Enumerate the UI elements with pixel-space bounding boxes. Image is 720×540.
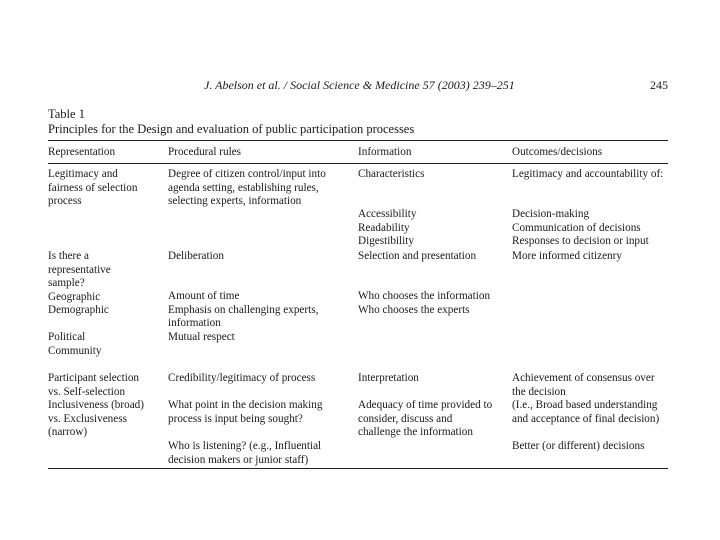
cell-line: process bbox=[48, 195, 82, 208]
cell-line: More informed citizenry bbox=[512, 250, 622, 262]
cell-line: Demographic bbox=[48, 304, 109, 317]
cell-line: process is input being sought? bbox=[168, 412, 303, 425]
column-header-information: Information bbox=[358, 146, 412, 158]
cell-line: the decision bbox=[512, 385, 566, 398]
cell-line: agenda setting, establishing rules, bbox=[168, 181, 319, 194]
journal-citation: J. Abelson et al. / Social Science & Medicine 57 (2003) 239–251 bbox=[204, 78, 515, 92]
outcomes-cell-legitimacy bbox=[512, 168, 663, 182]
outcomes-cell-consensus bbox=[512, 372, 655, 399]
cell-line: sample? bbox=[48, 277, 85, 290]
cell-line: Deliberation bbox=[168, 250, 224, 262]
procedural-cell-deliberation bbox=[168, 250, 224, 264]
cell-line: selecting experts, information bbox=[168, 195, 302, 208]
cell-line: vs. Exclusiveness bbox=[48, 412, 127, 425]
table-header-rule bbox=[48, 163, 668, 164]
cell-line: Who chooses the experts bbox=[358, 303, 470, 316]
cell-line: fairness of selection bbox=[48, 181, 138, 194]
cell-line: Community bbox=[48, 344, 102, 357]
column-header-representation: Representation bbox=[48, 146, 116, 158]
cell-line: Digestibility bbox=[358, 235, 414, 248]
column-header-procedural-rules: Procedural rules bbox=[168, 146, 242, 158]
representation-cell-sample bbox=[48, 250, 111, 318]
cell-line: What point in the decision making bbox=[168, 399, 323, 411]
information-cell-characteristics bbox=[358, 168, 424, 182]
information-cell-accessibility bbox=[358, 208, 416, 249]
cell-line: information bbox=[168, 317, 221, 330]
procedural-cell-time bbox=[168, 290, 318, 344]
cell-line: Better (or different) decisions bbox=[512, 440, 645, 452]
procedural-cell-credibility bbox=[168, 372, 315, 386]
cell-line: Who chooses the information bbox=[358, 290, 491, 302]
information-cell-who-chooses bbox=[358, 290, 490, 317]
outcomes-cell-better-decisions bbox=[512, 440, 644, 454]
representation-cell-legitimacy bbox=[48, 168, 137, 209]
table-title: Principles for the Design and evaluation of public participation processes bbox=[48, 122, 415, 136]
representation-cell-political bbox=[48, 331, 101, 358]
cell-line: Responses to decision or input bbox=[512, 235, 649, 248]
column-header-outcomes: Outcomes/decisions bbox=[512, 146, 603, 158]
outcomes-cell-citizenry bbox=[512, 250, 622, 264]
cell-line: Characteristics bbox=[358, 168, 425, 180]
table-label: Table 1 bbox=[48, 107, 85, 121]
cell-line: Readability bbox=[358, 221, 410, 234]
cell-line: vs. Self-selection bbox=[48, 385, 126, 398]
cell-line: and acceptance of final decision) bbox=[512, 412, 660, 425]
information-cell-selection bbox=[358, 250, 476, 264]
cell-line: Credibility/legitimacy of process bbox=[168, 372, 316, 384]
cell-line: Inclusiveness (broad) bbox=[48, 399, 144, 412]
cell-line: Adequacy of time provided to bbox=[358, 399, 493, 411]
cell-line: Achievement of consensus over bbox=[512, 372, 655, 384]
cell-line: decision makers or junior staff) bbox=[168, 453, 309, 466]
outcomes-cell-understanding bbox=[512, 399, 659, 426]
cell-line: (narrow) bbox=[48, 426, 88, 439]
procedural-cell-citizen-control bbox=[168, 168, 326, 209]
running-header bbox=[48, 78, 668, 96]
cell-line: Communication of decisions bbox=[512, 221, 641, 234]
cell-line: Geographic bbox=[48, 290, 101, 303]
table-bottom-rule bbox=[48, 468, 668, 469]
cell-line: Political bbox=[48, 331, 86, 343]
cell-line: Selection and presentation bbox=[358, 250, 477, 262]
cell-line: representative bbox=[48, 263, 111, 276]
cell-line: (I.e., Broad based understanding bbox=[512, 399, 658, 411]
cell-line: Is there a bbox=[48, 250, 89, 262]
information-cell-interpretation bbox=[358, 372, 419, 386]
cell-line: Amount of time bbox=[168, 290, 240, 302]
cell-line: Who is listening? (e.g., Influential bbox=[168, 440, 322, 452]
cell-line: Participant selection bbox=[48, 372, 140, 384]
procedural-cell-who-listening bbox=[168, 440, 321, 467]
cell-line: Decision-making bbox=[512, 208, 590, 220]
cell-line: Accessibility bbox=[358, 208, 417, 220]
cell-line: Emphasis on challenging experts, bbox=[168, 303, 319, 316]
table-top-rule bbox=[48, 140, 668, 141]
cell-line: Degree of citizen control/input into bbox=[168, 168, 326, 180]
procedural-cell-decision-point bbox=[168, 399, 322, 426]
cell-line: consider, discuss and bbox=[358, 412, 453, 425]
cell-line: Mutual respect bbox=[168, 330, 235, 343]
page-number: 245 bbox=[650, 78, 668, 92]
cell-line: Legitimacy and accountability of: bbox=[512, 168, 664, 180]
representation-cell-selection bbox=[48, 372, 144, 440]
information-cell-adequacy bbox=[358, 399, 492, 440]
cell-line: challenge the information bbox=[358, 426, 473, 439]
cell-line: Interpretation bbox=[358, 372, 419, 384]
outcomes-cell-decision-making bbox=[512, 208, 649, 249]
cell-line: Legitimacy and bbox=[48, 168, 118, 180]
